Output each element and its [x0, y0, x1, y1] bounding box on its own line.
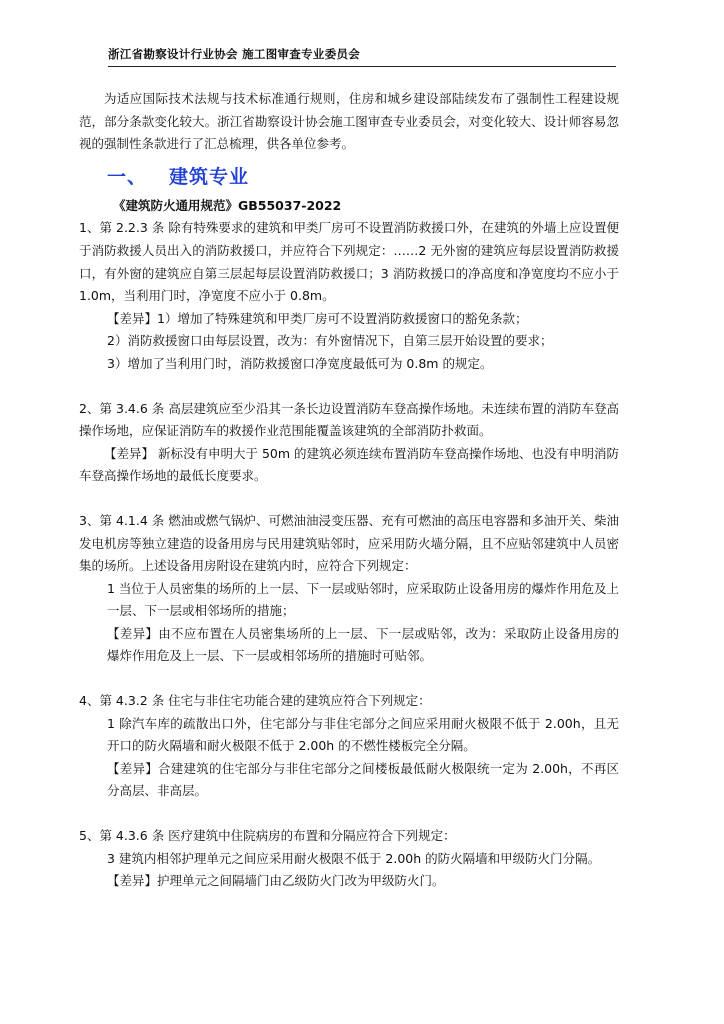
diff-5: 【差异】护理单元之间隔墙门由乙级防火门改为甲级防火门。	[107, 873, 445, 889]
diff-2: 【差异】 新标没有申明大于 50m 的建筑必须连续布置消防车登高操作场地、也没有申明消防车登高操作场地的最低长度要求。	[79, 445, 620, 484]
page-header: 浙江省勘察设计行业协会 施工图审查专业委员会	[108, 46, 616, 67]
clause-4-sub: 1 除汽车库的疏散出口外，住宅部分与非住宅部分之间应采用耐火极限不低于 2.00h，且无开口的防火隔墙和耐火极限不低于 2.00h 的不燃性楼板完全分隔。	[107, 715, 619, 754]
standard-title: 《建筑防火通用规范》GB55037-2022	[113, 197, 342, 213]
diff-4: 【差异】合建建筑的住宅部分与非住宅部分之间楼板最低耐火极限统一定为 2.00h，不再区分高层、非高层。	[107, 760, 619, 799]
clause-1: 1、第 2.2.3 条 除有特殊要求的建筑和甲类厂房可不设置消防救援口外，在建筑的外墙上应设置便于消防救援人员出入的消防救援口，并应符合下列规定：……2 无外窗的建筑应每层设置消防救援口，有外窗的建筑应自第三层起每层设置消防救援口；3 消防救援口的净高度和净宽度均不应小于 1.0m，当利用门时，净宽度不应小于 0.8m。	[79, 220, 619, 304]
spacer	[79, 803, 619, 825]
spacer	[79, 668, 619, 690]
document-body	[79, 88, 619, 893]
diff-1-line-2: 2）消防救援窗口由每层设置，改为：有外窗情况下，自第三层开始设置的要求；	[107, 333, 553, 349]
clause-3: 3、第 4.1.4 条 燃油或燃气锅炉、可燃油油浸变压器、充有可燃油的高压电容器和多油开关、柴油发电机房等独立建造的设备用房与民用建筑贴邻时，应采用防火墙分隔，且不应贴邻建筑中人员密集的场所。上述设备用房附设在建筑内时，应符合下列规定：	[79, 512, 619, 574]
spacer	[79, 488, 619, 510]
intro-paragraph: 为适应国际技术法规与技术标准通行规则，住房和城乡建设部陆续发布了强制性工程建设规范，部分条款变化较大。浙江省勘察设计协会施工图审查专业委员会，对变化较大、设计师容易忽视的强制性条款进行了汇总梳理，供各单位参考。	[79, 91, 619, 152]
diff-1-line-3: 3）增加了当利用门时，消防救援窗口净宽度最低可为 0.8m 的规定。	[107, 355, 493, 371]
clause-4: 4、第 4.3.2 条 住宅与非住宅功能合建的建筑应符合下列规定：	[79, 693, 431, 709]
clause-3-sub: 1 当位于人员密集的场所的上一层、下一层或贴邻时，应采取防止设备用房的爆炸作用危及上一层、下一层或相邻场所的措施；	[107, 580, 619, 619]
diff-3: 【差异】由不应布置在人员密集场所的上一层、下一层或贴邻，改为：采取防止设备用房的爆炸作用危及上一层、下一层或相邻场所的措施时可贴邻。	[107, 625, 619, 664]
section-heading	[107, 160, 619, 194]
diff-1-line-1: 【差异】1）增加了特殊建筑和甲类厂房可不设置消防救援窗口的豁免条款；	[107, 310, 528, 326]
clause-5: 5、第 4.3.6 条 医疗建筑中住院病房的布置和分隔应符合下列规定：	[79, 828, 456, 844]
section-number: 一、	[107, 165, 148, 188]
clause-5-sub: 3 建筑内相邻护理单元之间应采用耐火极限不低于 2.00h 的防火隔墙和甲级防火门分隔。	[107, 850, 601, 866]
clause-2: 2、第 3.4.6 条 高层建筑应至少沿其一条长边设置消防车登高操作场地。未连续布置的消防车登高操作场地，应保证消防车的救援作业范围能覆盖该建筑的全部消防扑救面。	[79, 400, 619, 439]
section-title: 建筑专业	[169, 165, 250, 188]
spacer	[79, 376, 619, 398]
